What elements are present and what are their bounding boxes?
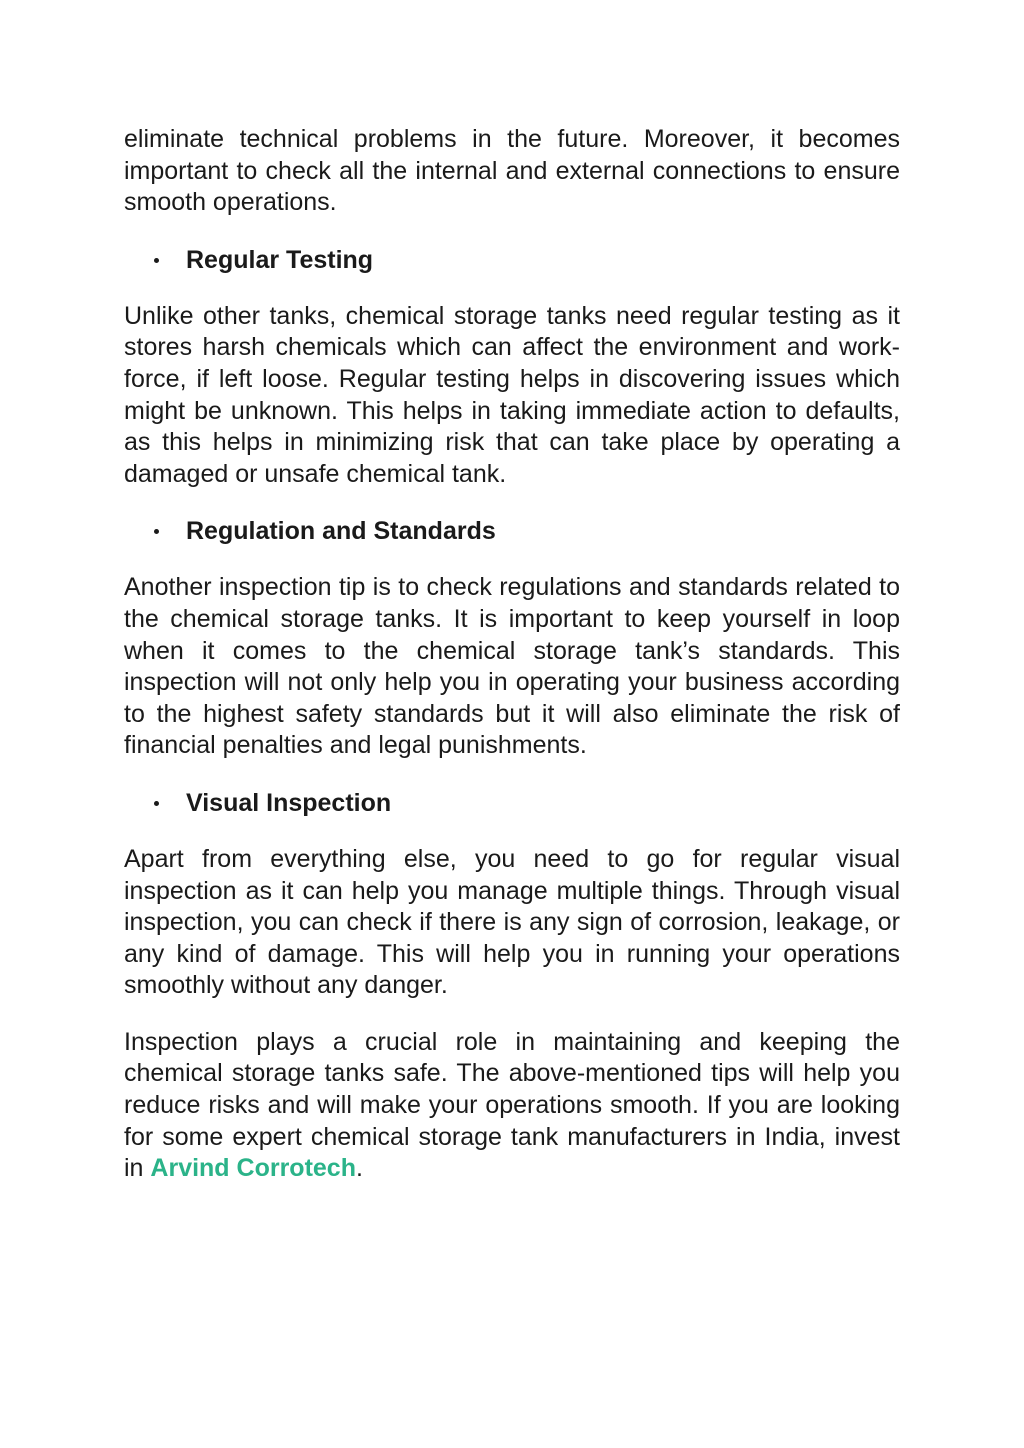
section-heading-label: Regulation and Standards xyxy=(186,517,496,546)
bullet-icon xyxy=(154,801,159,806)
section-body-regulation-and-standards: Another inspection tip is to check regulations and standards related to the chemical storage tanks. It is important to keep yourself in loop when it comes to the chemical storage tank’s standards. This inspection will not only help you in operating your business according to the highest safety standards but it will also eliminate the risk of financial penalties and legal punishments. xyxy=(124,573,900,760)
section-body-regular-testing: Unlike other tanks, chemical storage tanks need regular testing as it stores harsh chemicals which can affect the environment and work-force, if left loose. Regular testing helps in discovering issues which might be unknown. This helps in taking immediate action to defaults, as this helps in minimizing risk that can take place by operating a damaged or unsafe chemical tank. xyxy=(124,301,900,488)
section-body-visual-inspection: Apart from everything else, you need to go for regular visual inspection as it can help you manage multiple things. Through visual inspection, you can check if there is any sign of corrosion, leakage, or any kind of damage. This will help you in running your operations smoothly without any danger. xyxy=(124,844,900,1000)
section-heading-regular-testing xyxy=(124,244,900,276)
section-heading-regulation-and-standards xyxy=(124,515,900,547)
section-heading-visual-inspection xyxy=(124,787,900,819)
bullet-icon xyxy=(154,258,159,263)
conclusion-trailing: . xyxy=(356,1154,363,1183)
document-page xyxy=(124,124,900,1185)
section-heading-label: Visual Inspection xyxy=(186,788,392,817)
bullet-icon xyxy=(154,529,159,534)
intro-paragraph: eliminate technical problems in the future. Moreover, it becomes important to check all the internal and external connections to ensure smooth operations. xyxy=(124,125,900,217)
section-heading-label: Regular Testing xyxy=(186,245,374,274)
conclusion-paragraph xyxy=(124,1027,900,1185)
arvind-corrotech-link[interactable]: Arvind Corrotech xyxy=(150,1154,356,1183)
conclusion-text: Inspection plays a crucial role in maintaining and keeping the chemical storage tanks safe. The above-mentioned tips will help you reduce risks and will make your operations smooth. If you are looking for some expert chemical storage tank manufacturers in India, invest in xyxy=(124,1027,900,1183)
